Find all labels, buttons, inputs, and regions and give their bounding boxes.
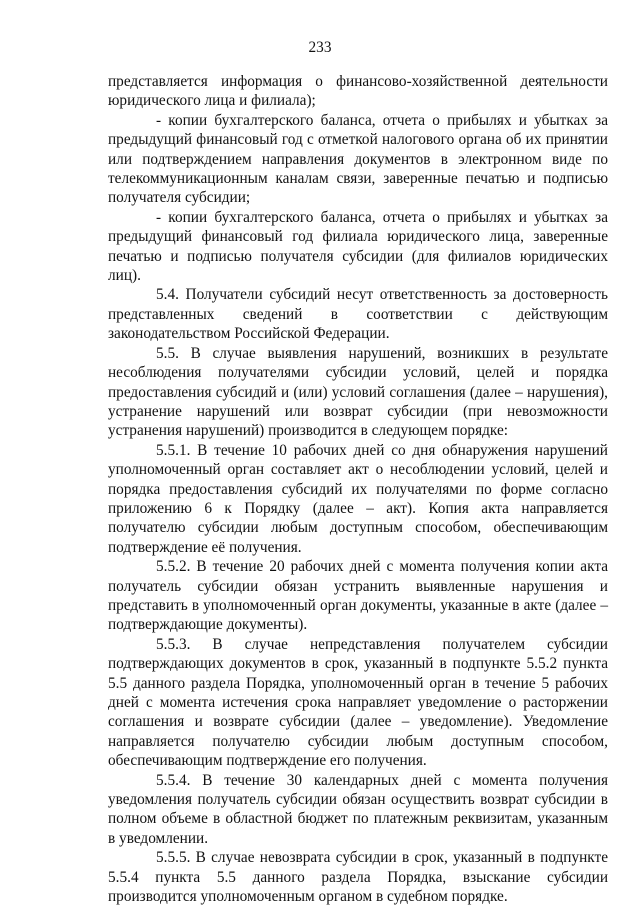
clause-5-5-4: 5.5.4. В течение 30 календарных дней с момента получения уведомления получатель субсидии обязан осуществить возврат субсидии в полном объеме в областной бюджет по платежным реквизитам, указанным в уведомлении. xyxy=(108,771,608,847)
page-number: 233 xyxy=(308,39,332,56)
clause-5-5-5: 5.5.5. В случае невозврата субсидии в срок, указанный в подпункте 5.5.4 пункта 5.5 данного раздела Порядка, взыскание субсидии производится уполномоченным органом в судебном порядке. xyxy=(108,849,608,906)
list-item-balance-copies: - копии бухгалтерского баланса, отчета о прибылях и убытках за предыдущий финансовый год с отметкой налогового органа об их принятии или подтверждением направления документов в электронном виде по телекоммуникационным каналам связи, заверенные печатью и подписью получателя субсидии; xyxy=(108,111,608,207)
list-item-branch-balance-copies: - копии бухгалтерского баланса, отчета о прибылях и убытках за предыдущий финансовый год филиала юридического лица, заверенные печатью и подписью получателя субсидии (для филиалов юридических лиц). xyxy=(108,208,608,285)
clause-5-5-2: 5.5.2. В течение 20 рабочих дней с момента получения копии акта получатель субсидии обязан устранить выявленные нарушения и представить в уполномоченный орган документы, указанные в акте (далее – подтверждающие документы). xyxy=(108,558,608,634)
clause-5-5-1: 5.5.1. В течение 10 рабочих дней со дня обнаружения нарушений уполномоченный орган составляет акт о несоблюдении условий, целей и порядка предоставления субсидий их получателями по форме согласно приложению 6 к Порядку (далее – акт). Копия акта направляется получателю субсидии любым доступным способом, обеспечивающим подтверждение её получения. xyxy=(108,441,608,556)
clause-5-5-3: 5.5.3. В случае непредставления получателем субсидии подтверждающих документов в срок, указанный в подпункте 5.5.2 пункта 5.5 данного раздела Порядка, уполномоченный орган в течение 5 рабочих дней с момента истечения срока направляет уведомление о расторжении соглашения и возврате субсидии (далее – уведомление). Уведомление направляется получателю субсидии любым доступным способом, обеспечивающим подтверждение его получения. xyxy=(108,635,608,770)
clause-5-4: 5.4. Получатели субсидий несут ответственность за достоверность представленных сведений в соответствии с действующим законодательством Российской Федерации. xyxy=(108,286,608,343)
document-body xyxy=(108,72,608,906)
clause-5-5: 5.5. В случае выявления нарушений, возникших в результате несоблюдения получателями субсидии условий, целей и порядка предоставления субсидий и (или) условий соглашения (далее – нарушения), устранение нарушений или возврат субсидии (при невозможности устранения нарушений) производится в следующем порядке: xyxy=(108,344,608,440)
paragraph-continuation: представляется информация о финансово-хозяйственной деятельности юридического лица и филиала); xyxy=(108,73,608,110)
